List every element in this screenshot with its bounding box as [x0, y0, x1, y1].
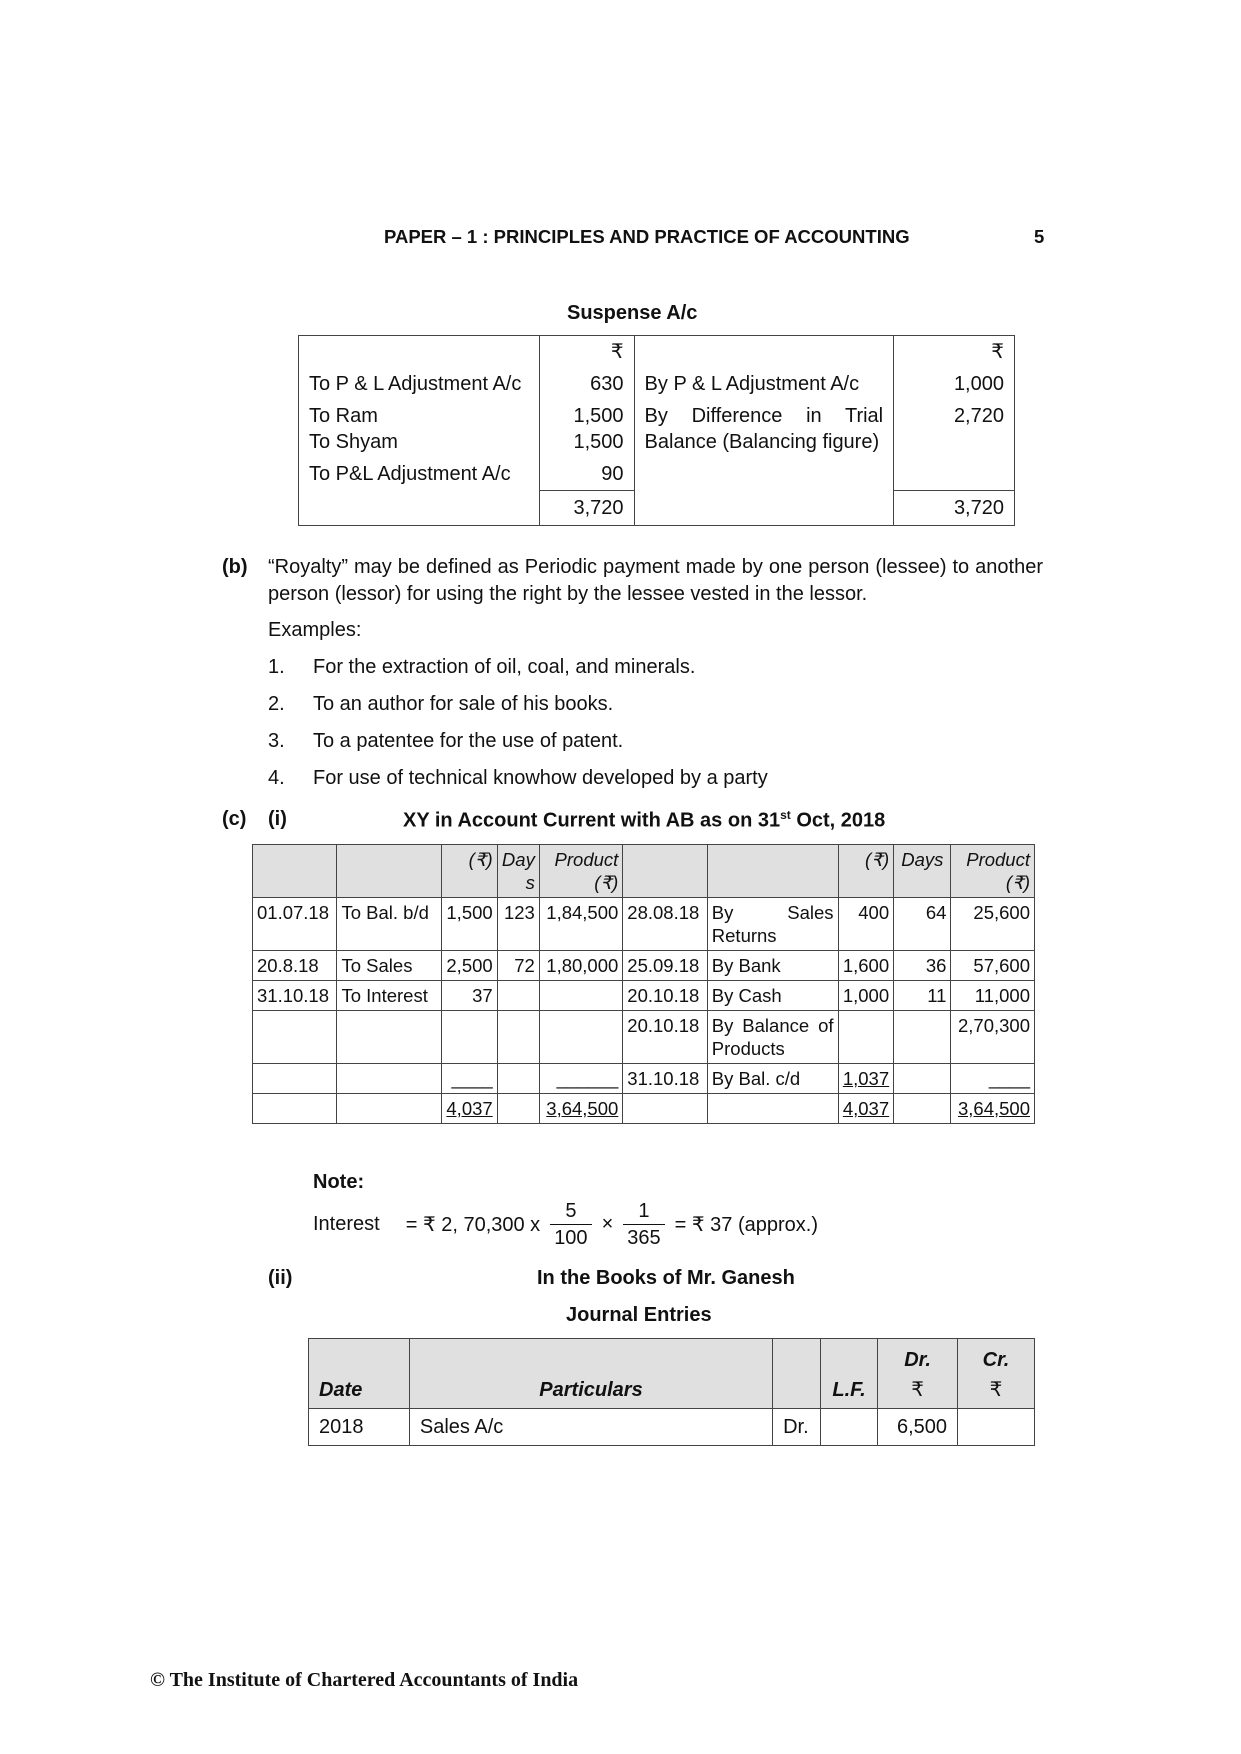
table-row: 31.10.18 To Interest 37 20.10.18 By Cash 1,000 11 11,000	[253, 981, 1035, 1011]
table-row: 2018 Sales A/c Dr. 6,500	[309, 1409, 1035, 1446]
journal-entries-table	[308, 1338, 1035, 1446]
table-row: 20.10.18 By Balance of Products 2,70,300	[253, 1011, 1035, 1064]
account-current-table	[252, 844, 1035, 1124]
table-row: ____ ______ 31.10.18 By Bal. c/d 1,037 ____	[253, 1064, 1035, 1094]
account-current-title: XY in Account Current with AB as on 31st Oct, 2018	[403, 808, 886, 832]
col-amount: (₹)	[838, 845, 894, 898]
dr-amount: 1,500	[573, 405, 624, 427]
col-days: Days	[894, 845, 951, 898]
cr-amount: 1,000	[894, 368, 1015, 400]
table-row: 01.07.18 To Bal. b/d 1,500 123 1,84,500 28.08.18 By Sales Returns 400 64 25,600	[253, 898, 1035, 951]
dr-total: 3,720	[539, 491, 634, 526]
books-title: In the Books of Mr. Ganesh	[537, 1267, 795, 1289]
sub-label-i: (i)	[268, 808, 287, 830]
dr-particular: To P&L Adjustment A/c	[299, 458, 540, 491]
dr-amount: 630	[539, 368, 634, 400]
copyright-footer: © The Institute of Chartered Accountants of India	[150, 1669, 579, 1691]
col-date: Date	[309, 1339, 410, 1409]
list-item: For the extraction of oil, coal, and minerals.	[313, 656, 696, 678]
dr-amount: 90	[539, 458, 634, 491]
col-days: Day s	[497, 845, 539, 898]
royalty-definition: “Royalty” may be defined as Periodic payment made by one person (lessee) to another person (lessor) for using the right by the lessee vested in the lessor.	[268, 556, 1043, 605]
suspense-title: Suspense A/c	[567, 302, 698, 324]
currency-symbol: ₹	[894, 336, 1015, 369]
page-number: 5	[1034, 226, 1045, 247]
section-label-c: (c)	[222, 808, 247, 830]
col-dr: Dr. ₹	[878, 1339, 958, 1409]
cr-amount: 2,720	[894, 400, 1015, 458]
dr-particular: To P & L Adjustment A/c	[299, 368, 540, 400]
suspense-account-table	[298, 335, 1015, 526]
journal-title: Journal Entries	[566, 1304, 712, 1326]
interest-formula: Interest = ₹ 2, 70,300 x $\frac{5}{100}$ × $\frac{1}{365}$ = ₹ 37 (approx.)	[313, 1200, 818, 1249]
cr-particular: By P & L Adjustment A/c	[634, 368, 894, 400]
col-cr: Cr. ₹	[958, 1339, 1035, 1409]
table-row: 20.8.18 To Sales 2,500 72 1,80,000 25.09.18 By Bank 1,600 36 57,600	[253, 951, 1035, 981]
section-label-b: (b)	[222, 556, 248, 578]
cr-total: 3,720	[894, 491, 1015, 526]
dr-particular: To Shyam	[309, 431, 398, 453]
list-number: 4.	[268, 767, 285, 789]
sub-label-ii: (ii)	[268, 1267, 293, 1289]
running-header: PAPER – 1 : PRINCIPLES AND PRACTICE OF ACCOUNTING	[384, 226, 910, 247]
dr-amount: 1,500	[573, 431, 624, 453]
note-label: Note:	[313, 1171, 365, 1193]
list-number: 3.	[268, 730, 285, 752]
list-number: 2.	[268, 693, 285, 715]
currency-symbol: ₹	[539, 336, 634, 369]
col-lf: L.F.	[821, 1339, 878, 1409]
col-amount: (₹)	[442, 845, 498, 898]
col-product: Product (₹)	[951, 845, 1035, 898]
dr-particular: To Ram	[309, 405, 378, 427]
cr-particular: By Difference in Trial Balance (Balancing figure)	[634, 400, 894, 458]
examples-label: Examples:	[268, 619, 362, 641]
list-item: For use of technical knowhow developed by a party	[313, 767, 768, 789]
list-item: To an author for sale of his books.	[313, 693, 614, 715]
list-number: 1.	[268, 656, 285, 678]
col-particulars: Particulars	[409, 1339, 772, 1409]
totals-row: 4,037 3,64,500 4,037 3,64,500	[253, 1094, 1035, 1124]
list-item: To a patentee for the use of patent.	[313, 730, 624, 752]
col-product: Product (₹)	[539, 845, 622, 898]
